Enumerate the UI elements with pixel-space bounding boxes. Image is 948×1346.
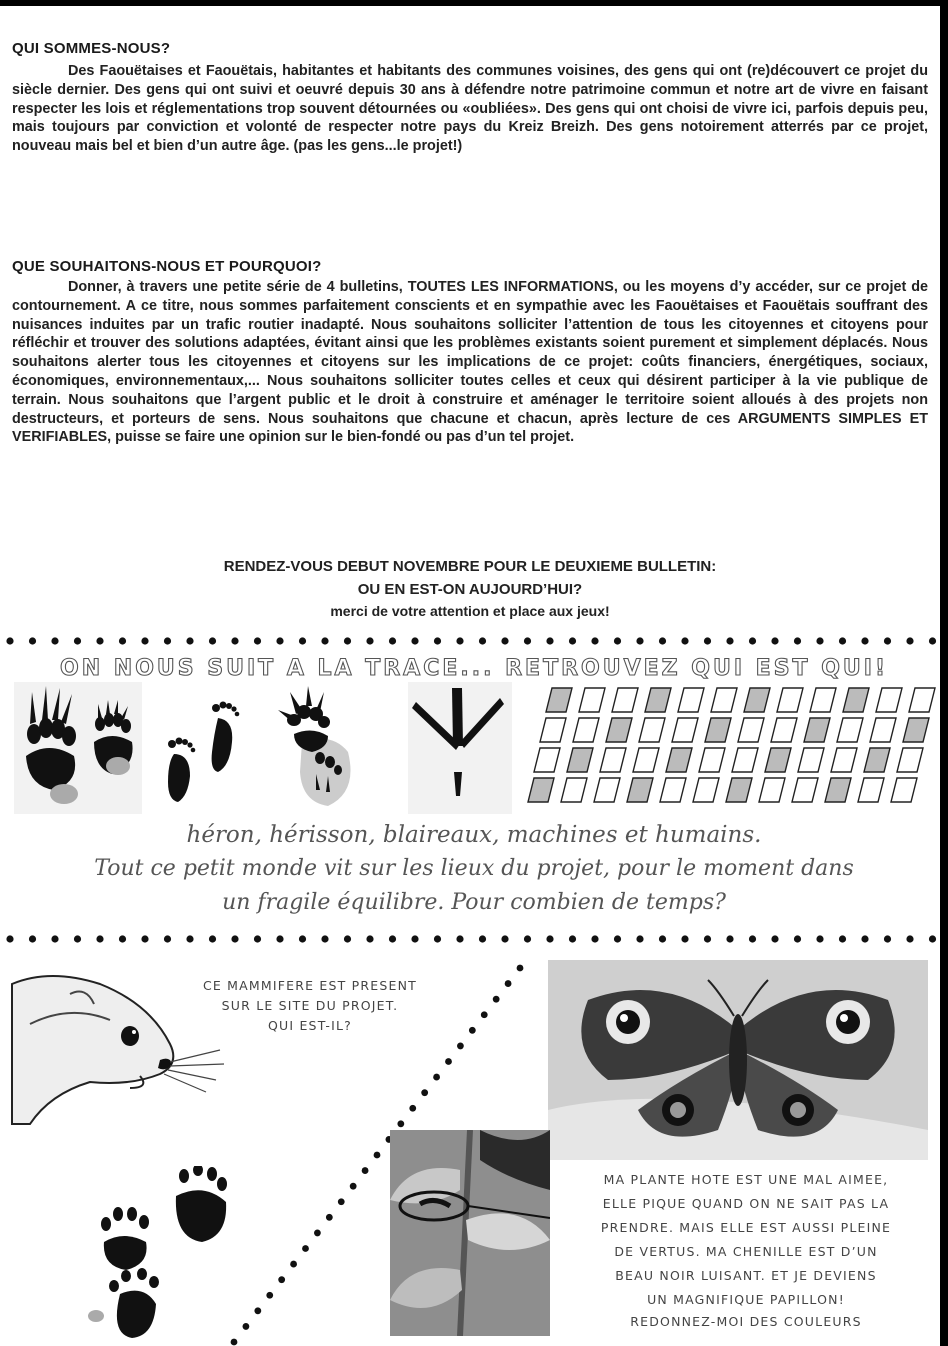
- rdv-line-1: RENDEZ-VOUS DEBUT NOVEMBRE POUR LE DEUXIEME BULLETIN:: [223, 558, 717, 575]
- souhaitons-heading: QUE SOUHAITONS-NOUS ET POURQUOI?: [12, 258, 322, 275]
- rdv-line-2: OU EN EST-ON AUJOURD’HUI?: [357, 581, 583, 598]
- butterfly-photo-icon: [548, 960, 928, 1160]
- butterfly-riddle-line-1: MA PLANTE HOTE EST UNE MAL AIMEE,: [603, 1172, 889, 1187]
- mammal-question-line-2: SUR LE SITE DU PROJET.: [221, 998, 399, 1013]
- souhaitons-paragraph: Donner, à travers une petite série de 4 bulletins, TOUTES LES INFORMATIONS, ou les moyens d’y accéder, sur ce projet de contournement. A ce titre, nous sommes parfaitement conscients et en sympathie avec les Faouëtaises et Faouëtais souffrant des nuisances induites par un trafic routier inadapté. Nous souhaitons solliciter l’attention de tous les citoyennes et citoyens pour réfléchir et trouver des solutions adaptées, évitant ainsi que les problèmes existants soient purement et simplement déplacés. Nous souhaitons alerter tous les citoyennes et citoyens sur les implications de ce projet: coûts financiers, énergétiques, sociaux, économiques, environnementaux,... Nous souhaitons solliciter toutes celles et ceux qui désirent participer à la vie publique de terrain. Nous souhaitons que l’argent public et le droit à construire et aménager le territoire soient alloués à des projets non destructeurs, et porteurs de sens. Nous souhaitons que chacune et chacun, après lecture de ces ARGUMENTS SIMPLES ET VERIFIABLES, puisse se faire une opinion sur le bien-fondé ou pas d’un tel projet.: [12, 279, 928, 446]
- trace-caption-2: Tout ce petit monde vit sur les lieux du projet, pour le moment dans: [94, 856, 854, 881]
- butterfly-riddle-line-6: UN MAGNIFIQUE PAPILLON!: [647, 1292, 845, 1307]
- butterfly-riddle-line-4: DE VERTUS. MA CHENILLE EST D’UN: [614, 1244, 878, 1259]
- trace-title: ON NOUS SUIT A LA TRACE... RETROUVEZ QUI EST QUI!: [60, 656, 888, 681]
- mammal-question-line-3: QUI EST-IL?: [268, 1018, 352, 1033]
- trace-caption-1: héron, hérisson, blaireaux, machines et humains.: [186, 822, 762, 848]
- bulletin-page: [0, 6, 940, 1346]
- nettle-caterpillar-photo-icon: [390, 1130, 550, 1336]
- tire-track-icon: [524, 684, 938, 812]
- trace-caption-3: un fragile équilibre. Pour combien de temps?: [222, 890, 726, 915]
- dotted-separator-top: [0, 634, 940, 648]
- human-footprint-icon: [160, 696, 250, 806]
- butterfly-riddle-line-3: PRENDRE. MAIS ELLE EST AUSSI PLEINE: [600, 1220, 892, 1235]
- hedgehog-paw-print-icon: [272, 682, 362, 812]
- rdv-line-3: merci de votre attention et place aux jeux!: [330, 603, 610, 619]
- butterfly-riddle-line-2: ELLE PIQUE QUAND ON NE SAIT PAS LA: [602, 1196, 890, 1211]
- small-paw-print-icon: [66, 1166, 266, 1344]
- dotted-separator-middle: [0, 932, 940, 946]
- qui-paragraph: Des Faouëtaises et Faouëtais, habitantes et habitants des communes voisines, des gens qui ont (re)découvert ce projet du siècle dernier. Des gens qui ont suivi et oeuvré depuis 30 ans à défendre notre patrimoine commun et notre art de vivre en faisant respecter les lois et réglementations trop souvent détournées ou «oubliées». Des gens qui ont choisi de vivre ici, parfois depuis peu, mais toujours par conviction et volonté de respecter notre pays du Kreiz Breizh. Des gens notoirement atterrés par ce projet, nouveau mais bel et bien d’un autre âge. (pas les gens...le projet!): [12, 63, 928, 155]
- mammal-question-line-1: CE MAMMIFERE EST PRESENT: [202, 978, 418, 993]
- butterfly-riddle-line-5: BEAU NOIR LUISANT. ET JE DEVIENS: [615, 1268, 877, 1283]
- butterfly-riddle-line-7: REDONNEZ-MOI DES COULEURS: [630, 1314, 862, 1329]
- badger-paw-print-icon: [14, 682, 142, 814]
- qui-heading: QUI SOMMES-NOUS?: [12, 40, 171, 57]
- heron-footprint-icon: [408, 682, 512, 814]
